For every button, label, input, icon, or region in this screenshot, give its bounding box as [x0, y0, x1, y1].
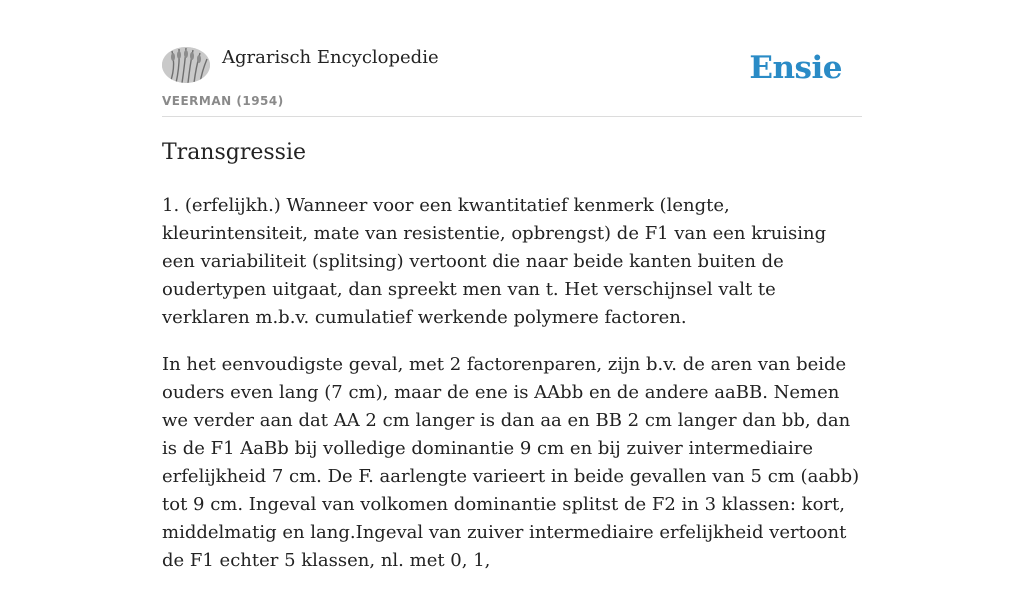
- wheat-logo-icon[interactable]: [162, 47, 210, 83]
- source-subtitle: VEERMAN (1954): [162, 94, 284, 108]
- article-body: [162, 192, 864, 594]
- source-title[interactable]: Agrarisch Encyclopedie: [222, 47, 439, 68]
- article-title: Transgressie: [162, 140, 307, 165]
- source-header: [162, 40, 862, 117]
- paragraph: 1. (erfelijkh.) Wanneer voor een kwantitatief kenmerk (lengte, kleurintensiteit, mate van resistentie, opbrengst) de F1 van een kruising een variabiliteit (splitsing) vertoont die naar beide kanten buiten de oudertypen uitgaat, dan spreekt men van t. Het verschijnsel valt te verklaren m.b.v. cumulatief werkende polymere factoren.: [162, 195, 827, 328]
- paragraph: In het eenvoudigste geval, met 2 factorenparen, zijn b.v. de aren van beide ouders even lang (7 cm), maar de ene is AAbb en de andere aaBB. Nemen we verder aan dat AA 2 cm langer is dan aa en BB 2 cm langer dan bb, dan is de F1 AaBb bij volledige dominantie 9 cm en bij zuiver intermediaire erfelijkheid 7 cm. De F. aarlengte varieert in beide gevallen van 5 cm (aabb) tot 9 cm. Ingeval van volkomen dominantie splitst de F2 in 3 klassen: kort, middelmatig en lang.Ingeval van zuiver intermediaire erfelijkheid vertoont de F1 echter 5 klassen, nl. met 0, 1,: [162, 354, 860, 571]
- ensie-logo-link[interactable]: Ensie: [749, 50, 842, 86]
